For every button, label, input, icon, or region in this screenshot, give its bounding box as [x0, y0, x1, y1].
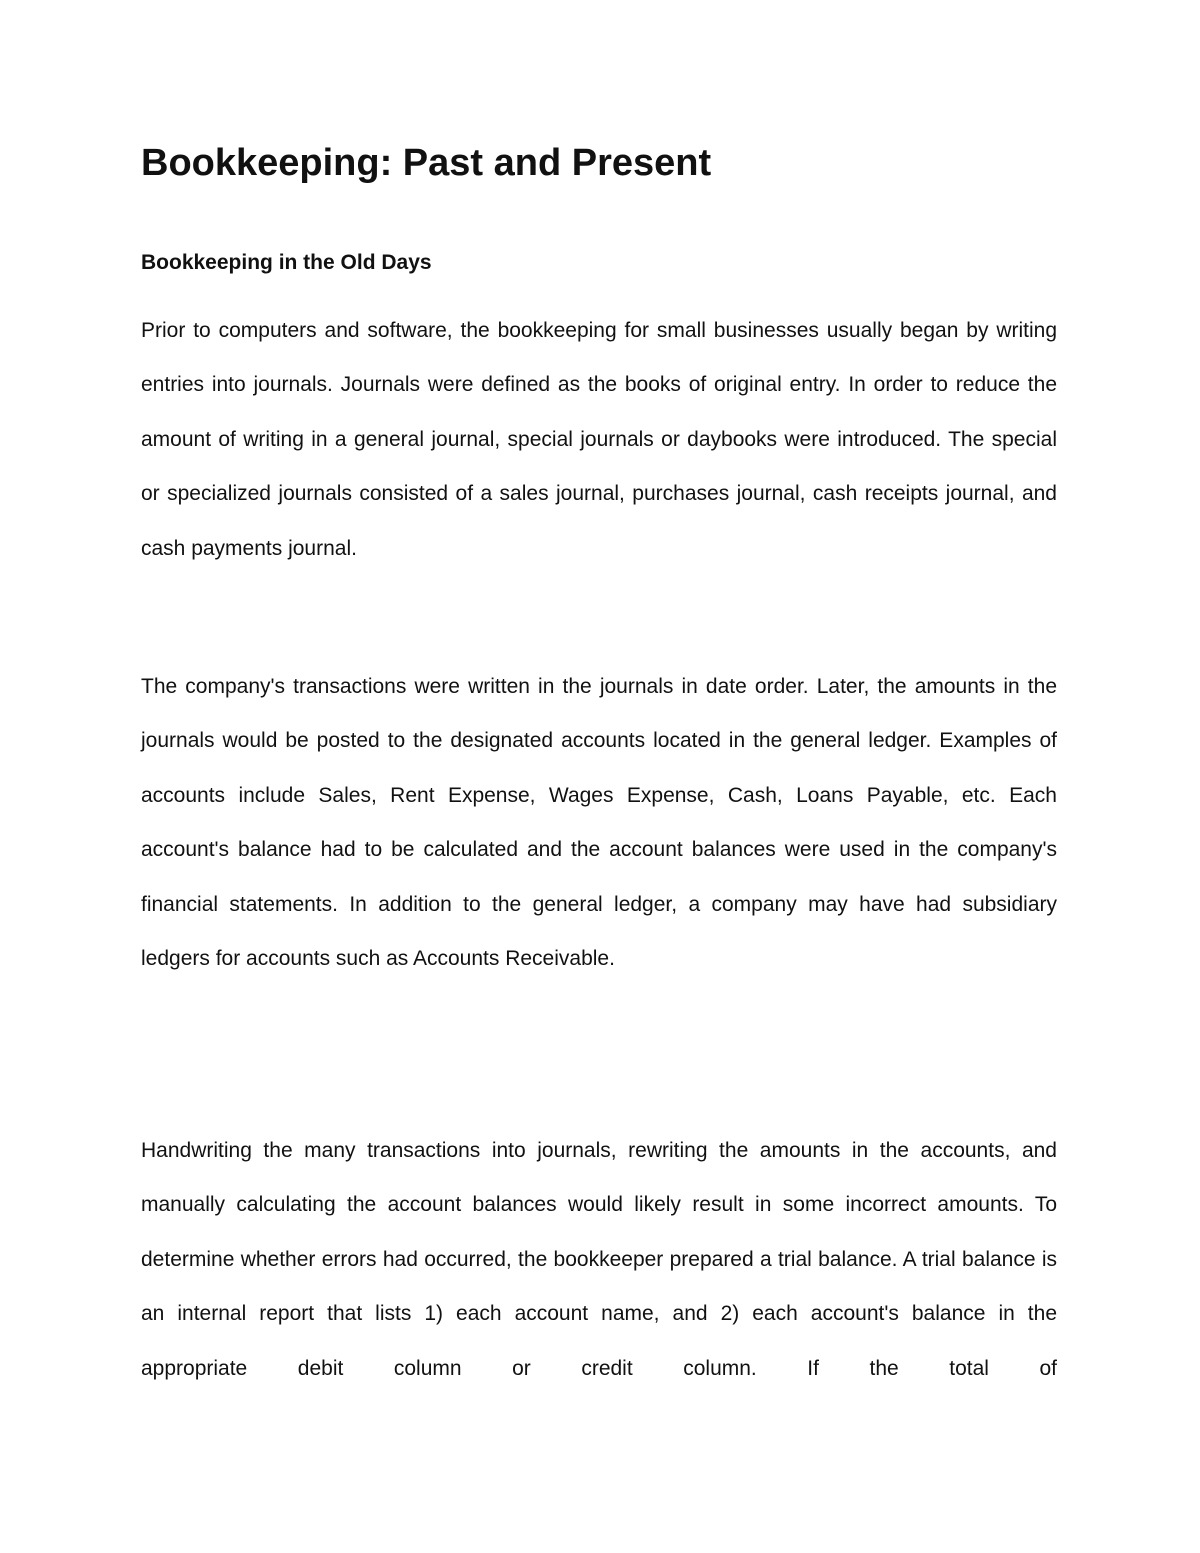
paragraph-3: Handwriting the many transactions into journals, rewriting the amounts in the accounts, and manually calculating the account balances would likely result in some incorrect amounts. To determine whether errors had occurred, the bookkeeper prepared a trial balance. A trial balance is an internal report that lists 1) each account name, and 2) each account's balance in the appropriate debit column or credit column. If the total of [141, 1139, 1057, 1380]
paragraph-2: The company's transactions were written in the journals in date order. Later, the amounts in the journals would be posted to the designated accounts located in the general ledger. Examples of accounts include Sales, Rent Expense, Wages Expense, Cash, Loans Payable, etc. Each account's balance had to be calculated and the account balances were used in the company's financial statements. In addition to the general ledger, a company may have had subsidiary ledgers for accounts such as Accounts Receivable. [141, 675, 1057, 971]
paragraph-1: Prior to computers and software, the bookkeeping for small businesses usually began by writing entries into journals. Journals were defined as the books of original entry. In order to reduce the amount of writing in a general journal, special journals or daybooks were introduced. The special or specialized journals consisted of a sales journal, purchases journal, cash receipts journal, and cash payments journal. [141, 319, 1057, 560]
document-title: Bookkeeping: Past and Present [141, 142, 712, 184]
section-heading: Bookkeeping in the Old Days [141, 251, 432, 274]
